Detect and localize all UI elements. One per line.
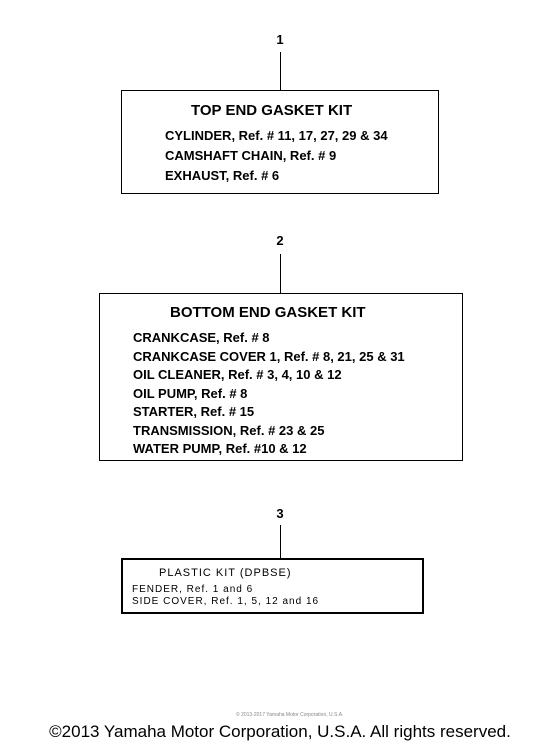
kit-item-list — [165, 126, 388, 186]
kit-item: CAMSHAFT CHAIN, Ref. # 9 — [165, 148, 337, 163]
callout-number-1: 1 — [276, 32, 284, 47]
bottom-end-gasket-kit-box — [99, 293, 463, 461]
top-end-gasket-kit-box — [121, 90, 439, 194]
kit-item-list — [133, 329, 405, 459]
kit-item-list — [132, 584, 319, 608]
copyright-notice: ©2013 Yamaha Motor Corporation, U.S.A. All rights reserved. — [49, 722, 511, 741]
kit-item: CRANKCASE, Ref. # 8 — [133, 330, 270, 345]
callout-number-3: 3 — [276, 506, 284, 521]
kit-item: OIL CLEANER, Ref. # 3, 4, 10 & 12 — [133, 367, 342, 382]
kit-item: OIL PUMP, Ref. # 8 — [133, 385, 248, 401]
leader-line-3 — [280, 525, 281, 559]
kit-item: FENDER, Ref. 1 and 6 — [132, 584, 254, 595]
leader-line-1 — [280, 52, 281, 90]
watermark-text: © 2013-2017 Yamaha Motor Corporation, U.S.A. — [236, 712, 344, 718]
kit-item: STARTER, Ref. # 15 — [133, 404, 255, 419]
leader-line-2 — [280, 254, 281, 294]
plastic-kit-box — [121, 558, 424, 614]
kit-item: TRANSMISSION, Ref. # 23 & 25 — [133, 422, 325, 438]
kit-title: PLASTIC KIT (DPBSE) — [159, 567, 292, 579]
kit-item: CRANKCASE COVER 1, Ref. # 8, 21, 25 & 31 — [133, 348, 405, 364]
callout-number-2: 2 — [276, 233, 284, 248]
kit-item: WATER PUMP, Ref. #10 & 12 — [133, 441, 307, 456]
kit-item: CYLINDER, Ref. # 11, 17, 27, 29 & 34 — [165, 128, 388, 143]
kit-item: EXHAUST, Ref. # 6 — [165, 168, 280, 183]
kit-title: BOTTOM END GASKET KIT — [170, 304, 366, 321]
kit-title: TOP END GASKET KIT — [191, 102, 353, 119]
kit-item: SIDE COVER, Ref. 1, 5, 12 and 16 — [132, 596, 320, 607]
